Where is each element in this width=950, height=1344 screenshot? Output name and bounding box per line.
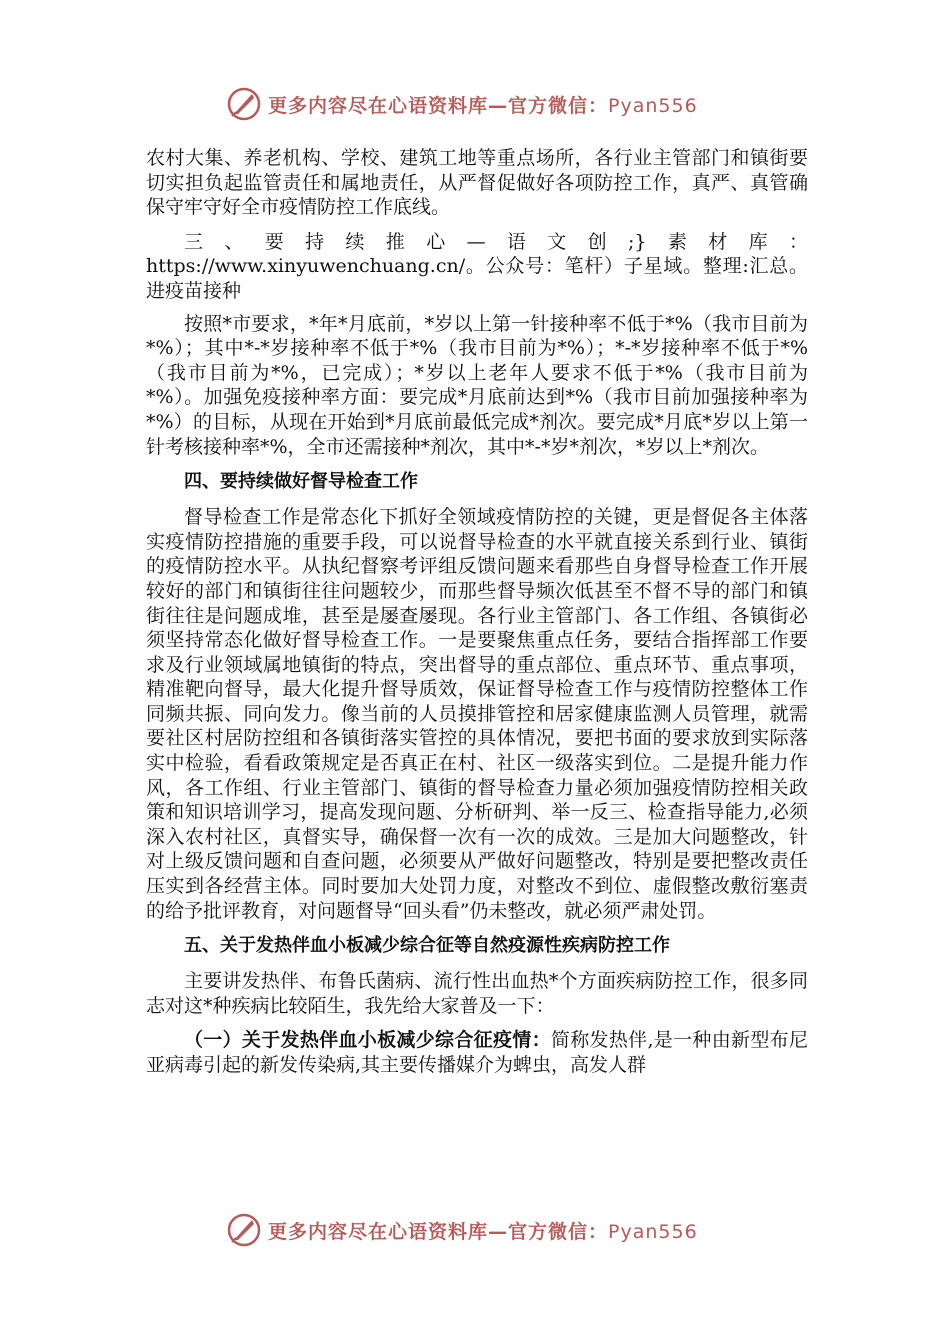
watermark-banner-top: [226, 84, 698, 124]
paragraph-4: 督导检查工作是常态化下抓好全领域疫情防控的关键，更是督促各主体落实疫情防控措施的重要手段，可以说督导检查的水平就直接关系到行业、镇街的疫情防控水平。从执纪督察考评组反馈问题来看那些自身督导检查工作开展较好的部门和镇街往往问题较少，而那些督导频次低甚至不督不导的部门和镇街往往是问题成堆，甚至是屡查屡现。各行业主管部门、各工作组、各镇街必须坚持常态化做好督导检查工作。一是要聚焦重点任务，要结合指挥部工作要求及行业领域属地镇街的特点，突出督导的重点部位、重点环节、重点事项，精准靶向督导，最大化提升督导质效，保证督导检查工作与疫情防控整体工作同频共振、同向发力。像当前的人员摸排管控和居家健康监测人员管理，就需要社区村居防控组和各镇街落实管控的具体情况，要把书面的要求放到实际落实中检验，看看政策规定是否真正在村、社区一级落实到位。二是提升能力作风，各工作组、行业主管部门、镇街的督导检查力量必须加强疫情防控相关政策和知识培训学习，提高发现问题、分析研判、举一反三、检查指导能力,必须深入农村社区，真督实导，确保督一次有一次的成效。三是加大问题整改，针对上级反馈问题和自查问题，必须要从严做好问题整改，特别是要把整改责任压实到各经营主体。同时要加大处罚力度，对整改不到位、虚假整改敷衍塞责的给予批评教育，对问题督导“回头看”仍未整改，就必须严肃处罚。: [146, 506, 808, 922]
watermark-text: 更多内容尽在心语资料库—官方微信：Pyan556: [268, 1220, 698, 1243]
watermark-banner-bottom: [226, 1210, 698, 1250]
paragraph-2: 三、要持续推心—语文创;}素材库：https://www.xinyuwenchuang.cn/。公众号：笔杆）子星域。整理:汇总。进疫苗接种: [146, 230, 808, 302]
heading-section-4: 四、要持续做好督导检查工作: [184, 471, 418, 493]
watermark-wechat-id: Pyan556: [608, 1220, 698, 1243]
paragraph-3: 按照*市要求，*年*月底前，*岁以上第一针接种率不低于*%（我市目前为*%）；其中*-*岁接种率不低于*%（我市目前为*%）；*-*岁接种率不低于*%（我市目前为*%，已完成）；*岁以上老年人要求不低于*%（我市目前为*%）。加强免疫接种率方面：要完成*月底前达到*%（我市目前加强接种率为*%）的目标，从现在开始到*月底前最低完成*剂次。要完成*月底*岁以上第一针考核接种率*%，全市还需接种*剂次，其中*-*岁*剂次，*岁以上*剂次。: [146, 312, 808, 458]
quill-logo-icon: [226, 1212, 262, 1248]
watermark-text: 更多内容尽在心语资料库—官方微信：Pyan556: [268, 94, 698, 117]
paragraph-5: 主要讲发热伴、布鲁氏菌病、流行性出血热*个方面疾病防控工作，很多同志对这*种疾病比较陌生，我先给大家普及一下：: [146, 970, 808, 1017]
paragraph-1: 农村大集、养老机构、学校、建筑工地等重点场所，各行业主管部门和镇街要切实担负起监管责任和属地责任，从严督促做好各项防控工作，真严、真管确保守牢守好全市疫情防控工作底线。: [146, 147, 808, 219]
subheading-1: （一）关于发热伴血小板减少综合征疫情：: [184, 1029, 551, 1052]
document-body: [146, 146, 808, 1088]
watermark-wechat-id: Pyan556: [608, 94, 698, 117]
paragraph-6-text: 简称发热伴,是一种由新型布尼亚病毒引起的新发传染病,其主要传播媒介为蜱虫，高发人群: [146, 1029, 808, 1076]
paragraph-6: [146, 1028, 808, 1077]
heading-section-5: 五、关于发热伴血小板减少综合征等自然疫源性疾病防控工作: [184, 935, 670, 957]
quill-logo-icon: [226, 86, 262, 122]
